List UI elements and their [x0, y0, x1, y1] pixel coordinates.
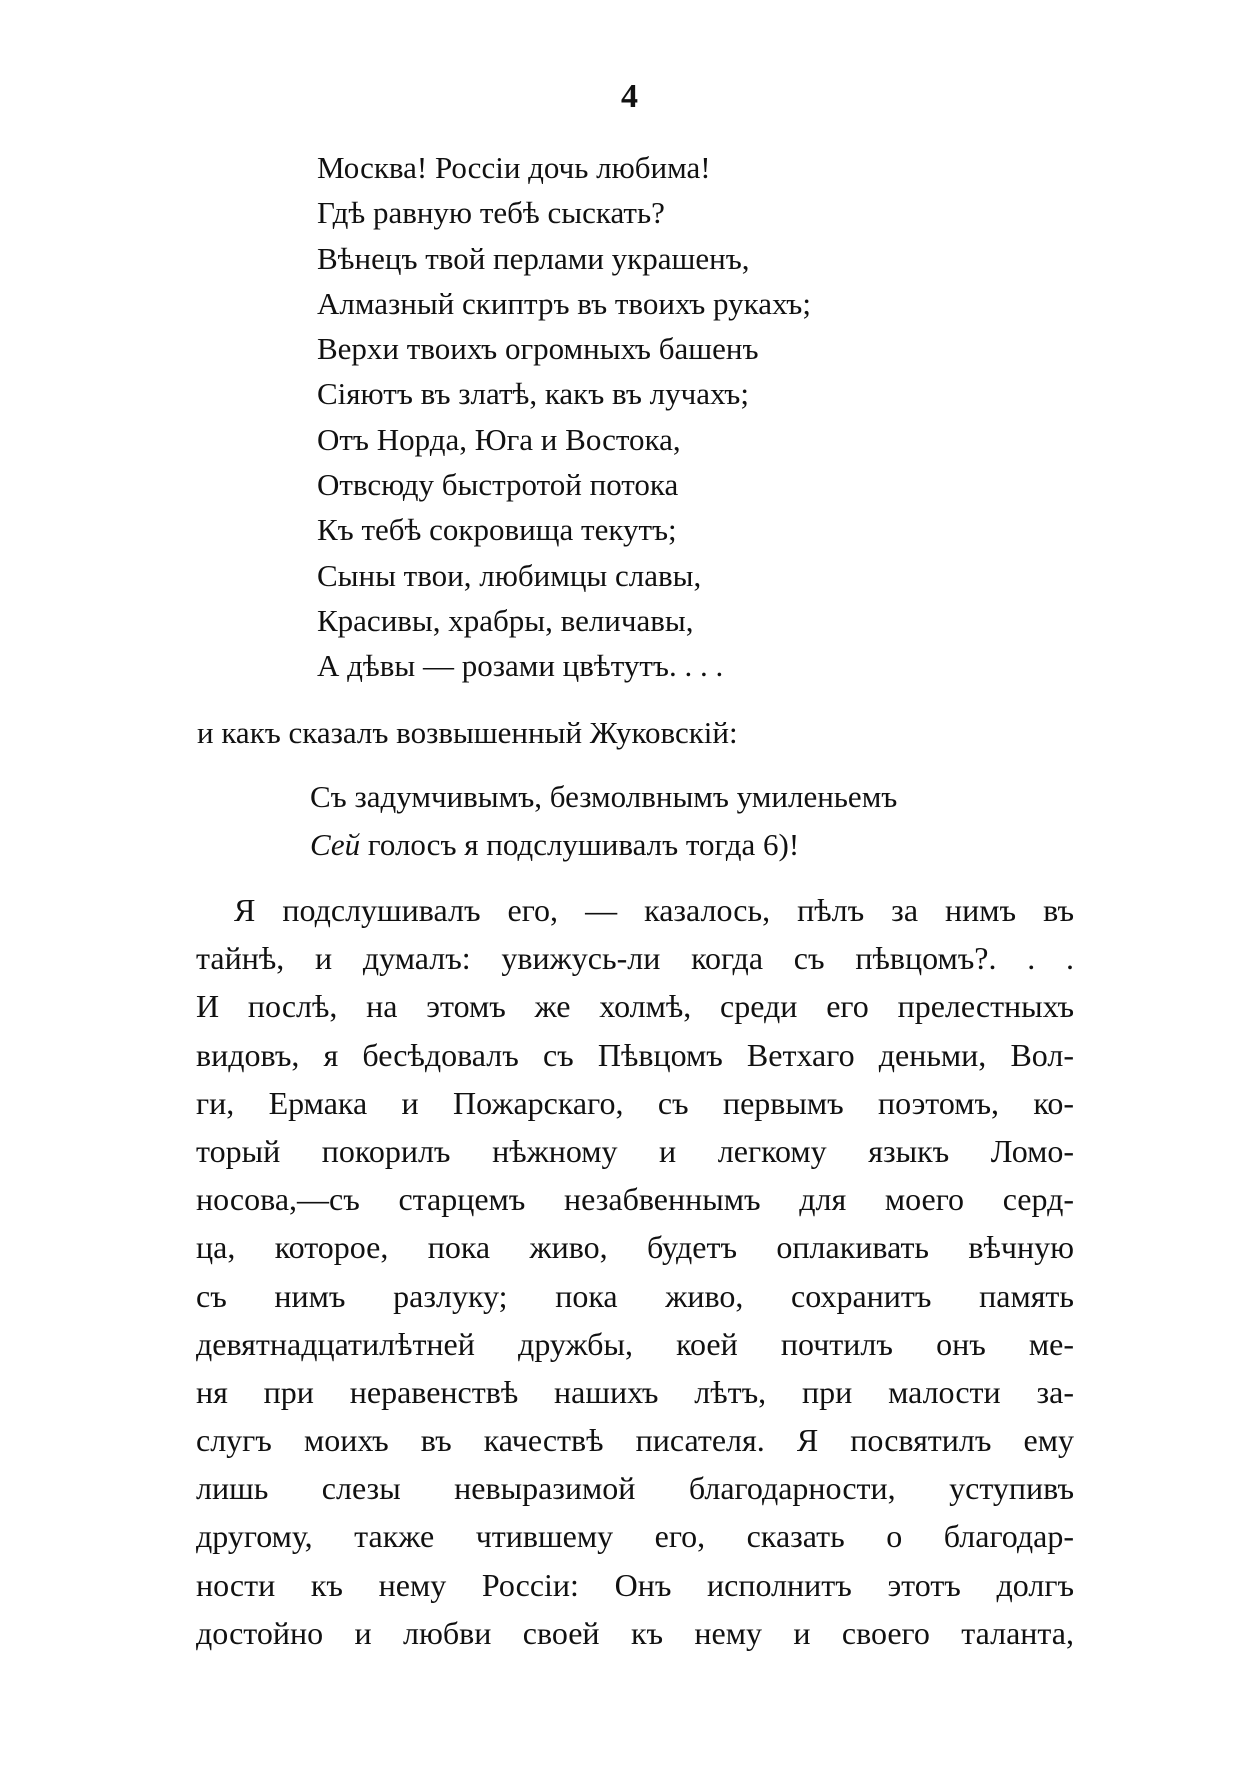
poem-line: Сіяютъ въ златѣ, какъ въ лучахъ; — [317, 376, 749, 412]
prose-line: тайнѣ, и думалъ: увижусь-ли когда съ пѣвцомъ?. . . — [196, 940, 1074, 977]
intro-line: и какъ сказалъ возвышенный Жуковскій: — [197, 715, 738, 750]
poem-line: Гдѣ равную тебѣ сыскать? — [317, 195, 665, 231]
prose-line: торый покорилъ нѣжному и легкому языкъ Ломо- — [196, 1132, 1074, 1169]
page-number: 4 — [621, 78, 638, 115]
prose-line: И послѣ, на этомъ же холмѣ, среди его прелестныхъ — [196, 988, 1074, 1025]
prose-line: достойно и любви своей къ нему и своего таланта, — [196, 1614, 1074, 1651]
poem-line: Вѣнецъ твой перлами украшенъ, — [317, 240, 750, 276]
quote-line-1: Съ задумчивымъ, безмолвнымъ умиленьемъ — [310, 779, 898, 814]
poem-line: Москва! Россіи дочь любима! — [317, 150, 711, 185]
prose-line: видовъ, я бесѣдовалъ съ Пѣвцомъ Ветхаго деньми, Вол- — [196, 1036, 1074, 1073]
quote-block — [310, 773, 1130, 869]
poem-line: Отвсюду быстротой потока — [317, 467, 679, 503]
prose-line: девятнадцатилѣтней дружбы, коей почтилъ онъ ме- — [196, 1325, 1074, 1362]
prose-line: съ нимъ разлуку; пока живо, сохранитъ память — [196, 1277, 1074, 1314]
prose-line: ги, Ермака и Пожарскаго, съ первымъ поэтомъ, ко- — [196, 1084, 1074, 1121]
quote-italic-word: Сей — [310, 827, 361, 862]
prose-line: ца, которое, пока живо, будетъ оплакивать вѣчную — [196, 1229, 1074, 1266]
prose-paragraph — [196, 886, 1074, 1657]
poem-line: Верхи твоихъ огромныхъ башенъ — [317, 331, 759, 367]
poem-block — [317, 145, 1137, 689]
poem-line: Къ тебѣ сокровища текутъ; — [317, 512, 677, 548]
prose-line: носова,—съ старцемъ незабвеннымъ для моего серд- — [196, 1181, 1074, 1218]
quote-line-2-rest: голосъ я подслушивалъ тогда 6)! — [360, 827, 800, 862]
prose-line: Я подслушивалъ его, — казалось, пѣлъ за нимъ въ — [234, 892, 1074, 928]
poem-line: Сыны твои, любимцы славы, — [317, 557, 702, 593]
prose-line: другому, также чтившему его, сказать о благодар- — [196, 1518, 1074, 1555]
poem-line: Красивы, храбры, величавы, — [317, 602, 694, 638]
prose-line: слугъ моихъ въ качествѣ писателя. Я посвятилъ ему — [196, 1422, 1074, 1459]
poem-line: Отъ Норда, Юга и Востока, — [317, 421, 681, 457]
poem-line: А дѣвы — розами цвѣтутъ. . . . — [317, 648, 724, 684]
prose-line: ня при неравенствѣ нашихъ лѣтъ, при малости за- — [196, 1373, 1074, 1410]
quote-line-2 — [310, 821, 1130, 869]
prose-line: ности къ нему Россіи: Онъ исполнитъ этотъ долгъ — [196, 1566, 1074, 1603]
prose-line: лишь слезы невыразимой благодарности, уступивъ — [196, 1470, 1074, 1507]
poem-line: Алмазный скиптръ въ твоихъ рукахъ; — [317, 285, 811, 321]
